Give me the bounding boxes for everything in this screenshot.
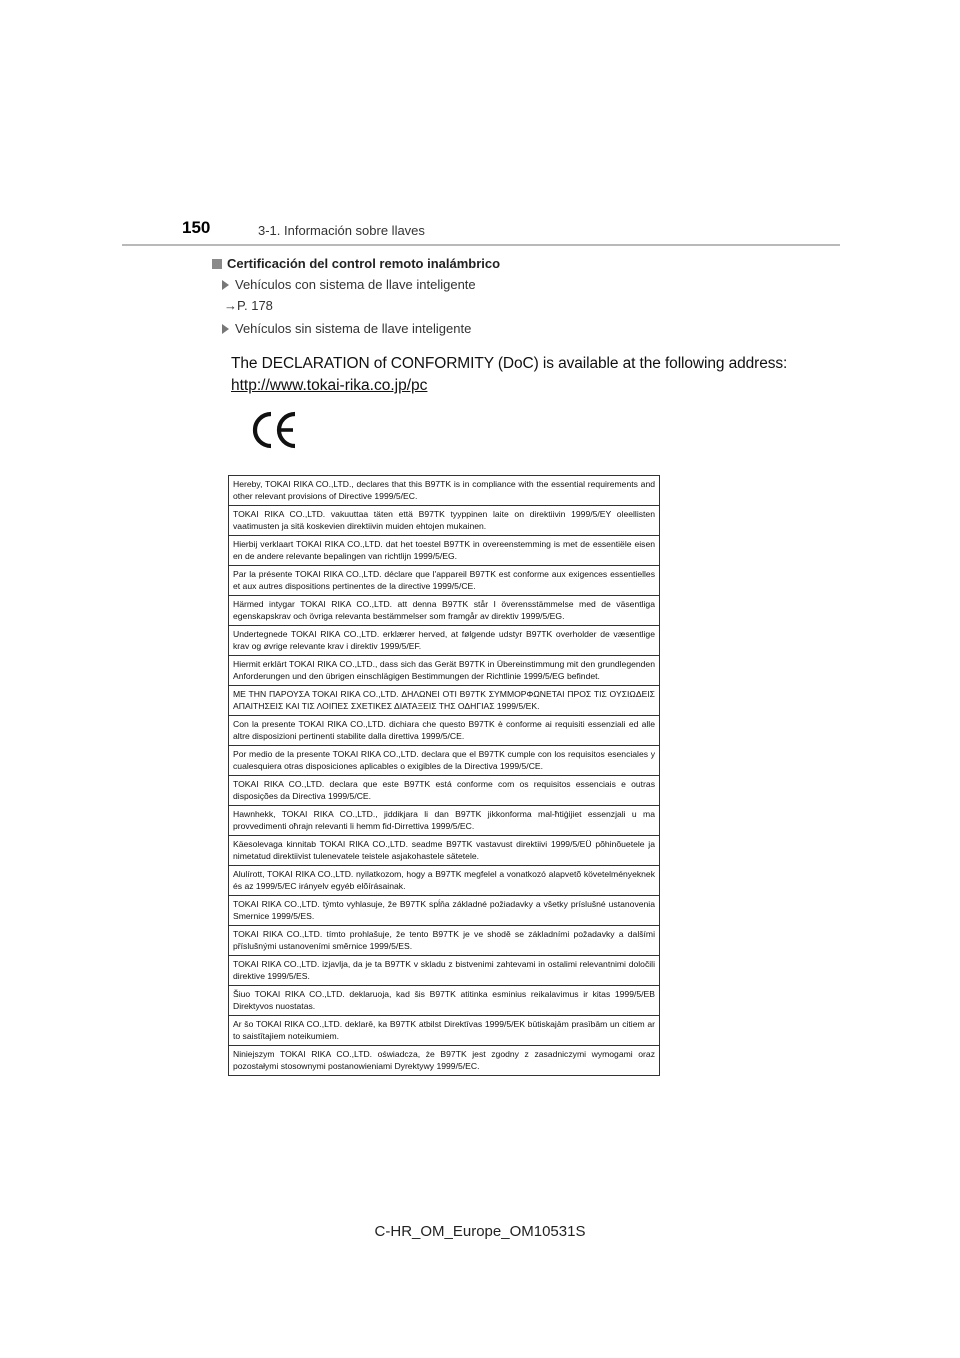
section-heading-text: Certificación del control remoto inalámbrico (227, 256, 501, 271)
page-number: 150 (182, 218, 211, 237)
declaration-row: ΜΕ ΤΗΝ ΠΑΡΟΥΣΑ TOKAI RIKA CO.,LTD. ΔΗΛΩΝΕΙ ΟΤΙ B97TK ΣΥΜΜΟΡΦΩΝΕΤΑΙ ΠΡΟΣ ΤΙΣ ΟΥΣΙΩΔΕΙΣ ΑΠΑΙΤΗΣΕΙΣ ΚΑΙ ΤΙΣ ΛΟΙΠΕΣ ΣΧΕΤΙΚΕΣ ΔΙΑΤΑΞΕΙΣ ΤΗΣ ΟΔΗΓΙΑΣ 1999/5/ΕΚ. (229, 685, 659, 715)
declaration-row: TOKAI RIKA CO.,LTD. izjavlja, da je ta B97TK v skladu z bistvenimi zahtevami in ostalimi relevantnimi določili direktive 1999/5/ES. (229, 955, 659, 985)
declaration-row: Käesolevaga kinnitab TOKAI RIKA CO.,LTD. seadme B97TK vastavust direktiivi 1999/5/EÜ põhinõuetele ja nimetatud direktiivist tulenevatele teistele asjakohastele sätetele. (229, 835, 659, 865)
declaration-row: Par la présente TOKAI RIKA CO.,LTD. déclare que l'appareil B97TK est conforme aux exigences essentielles et aux autres dispositions pertinentes de la directive 1999/5/CE. (229, 565, 659, 595)
declaration-row: Šiuo TOKAI RIKA CO.,LTD. deklaruoja, kad šis B97TK atitinka esminius reikalavimus ir kitas 1999/5/EB Direktyvos nuostatas. (229, 985, 659, 1015)
doc-statement: The DECLARATION of CONFORMITY (DoC) is available at the following address: (231, 355, 788, 372)
declaration-table (228, 475, 660, 1076)
declaration-row: Härmed intygar TOKAI RIKA CO.,LTD. att denna B97TK står I överensstämmelse med de väsentliga egenskapskrav och övriga relevanta bestämmelser som framgår av direktiv 1999/5/EG. (229, 595, 659, 625)
bullet-smart-key (222, 277, 476, 292)
declaration-row: TOKAI RIKA CO.,LTD. vakuuttaa täten että B97TK tyyppinen laite on direktiivin 1999/5/EY oleellisten vaatimusten ja sitä koskevien direktiivin muiden ehtojen mukainen. (229, 505, 659, 535)
declaration-row: Hawnhekk, TOKAI RIKA CO.,LTD., jiddikjara li dan B97TK jikkonforma mal-ħtiġijiet essenzjali u ma provvedimenti oħrajn relevanti li hemm fid-Dirrettiva 1999/5/EC. (229, 805, 659, 835)
declaration-row: Alulírott, TOKAI RIKA CO.,LTD. nyilatkozom, hogy a B97TK megfelel a vonatkozó alapvetõ követelményeknek és az 1999/5/EC irányelv egyéb elõírásainak. (229, 865, 659, 895)
ce-mark-icon (250, 408, 300, 452)
doc-url-link[interactable]: http://www.tokai-rika.co.jp/pc (231, 377, 428, 394)
section-title: 3-1. Información sobre llaves (258, 223, 425, 238)
triangle-bullet-icon (222, 280, 229, 290)
page-reference: →P. 178 (224, 298, 273, 313)
declaration-row: TOKAI RIKA CO.,LTD. tímto prohlašuje, že tento B97TK je ve shodě se základními požadavky a dalšími příslušnými ustanoveními směrnice 1999/5/ES. (229, 925, 659, 955)
declaration-row: Niniejszym TOKAI RIKA CO.,LTD. oświadcza, że B97TK jest zgodny z zasadniczymi wymogami oraz pozostałymi stosownymi postanowieniami Dyrektywy 1999/5/EC. (229, 1045, 659, 1075)
declaration-row: Por medio de la presente TOKAI RIKA CO.,LTD. declara que el B97TK cumple con los requisitos esenciales y cualesquiera otras disposiciones aplicables o exigibles de la Directiva 1999/5/CE. (229, 745, 659, 775)
declaration-row: Con la presente TOKAI RIKA CO.,LTD. dichiara che questo B97TK è conforme ai requisiti essenziali ed alle altre disposizioni pertinenti stabilite dalla direttiva 1999/5/CE. (229, 715, 659, 745)
declaration-row: TOKAI RIKA CO.,LTD. týmto vyhlasuje, že B97TK spĺňa základné požiadavky a všetky príslušné ustanovenia Smernice 1999/5/ES. (229, 895, 659, 925)
triangle-bullet-icon (222, 324, 229, 334)
bullet-no-smart-key (222, 321, 471, 336)
section-heading (212, 256, 500, 271)
footer-document-code: C-HR_OM_Europe_OM10531S (374, 1223, 586, 1240)
declaration-row: Undertegnede TOKAI RIKA CO.,LTD. erklærer herved, at følgende udstyr B97TK overholder de væsentlige krav og øvrige relevante krav i direktiv 1999/5/EF. (229, 625, 659, 655)
declaration-row: TOKAI RIKA CO.,LTD. declara que este B97TK está conforme com os requisitos essenciais e outras disposições da Directiva 1999/5/CE. (229, 775, 659, 805)
bullet-smart-key-text: Vehículos con sistema de llave inteligente (235, 277, 476, 292)
declaration-row: Hereby, TOKAI RIKA CO.,LTD., declares that this B97TK is in compliance with the essential requirements and other relevant provisions of Directive 1999/5/EC. (233, 479, 655, 501)
bullet-no-smart-key-text: Vehículos sin sistema de llave inteligente (235, 321, 472, 336)
declaration-row: Hiermit erklärt TOKAI RIKA CO.,LTD., dass sich das Gerät B97TK in Übereinstimmung mit den grundlegenden Anforderungen und den übrigen einschlägigen Bestimmungen der Richtlinie 1999/5/EG befindet. (229, 655, 659, 685)
square-bullet-icon (212, 259, 222, 269)
declaration-row: Ar šo TOKAI RIKA CO.,LTD. deklarē, ka B97TK atbilst Direktīvas 1999/5/EK būtiskajām prasībām un citiem ar to saistītajiem noteikumiem. (229, 1015, 659, 1045)
declaration-row: Hierbij verklaart TOKAI RIKA CO.,LTD. dat het toestel B97TK in overeenstemming is met de essentiële eisen en de andere relevante bepalingen van richtlijn 1999/5/EG. (229, 535, 659, 565)
header-divider (122, 244, 840, 246)
